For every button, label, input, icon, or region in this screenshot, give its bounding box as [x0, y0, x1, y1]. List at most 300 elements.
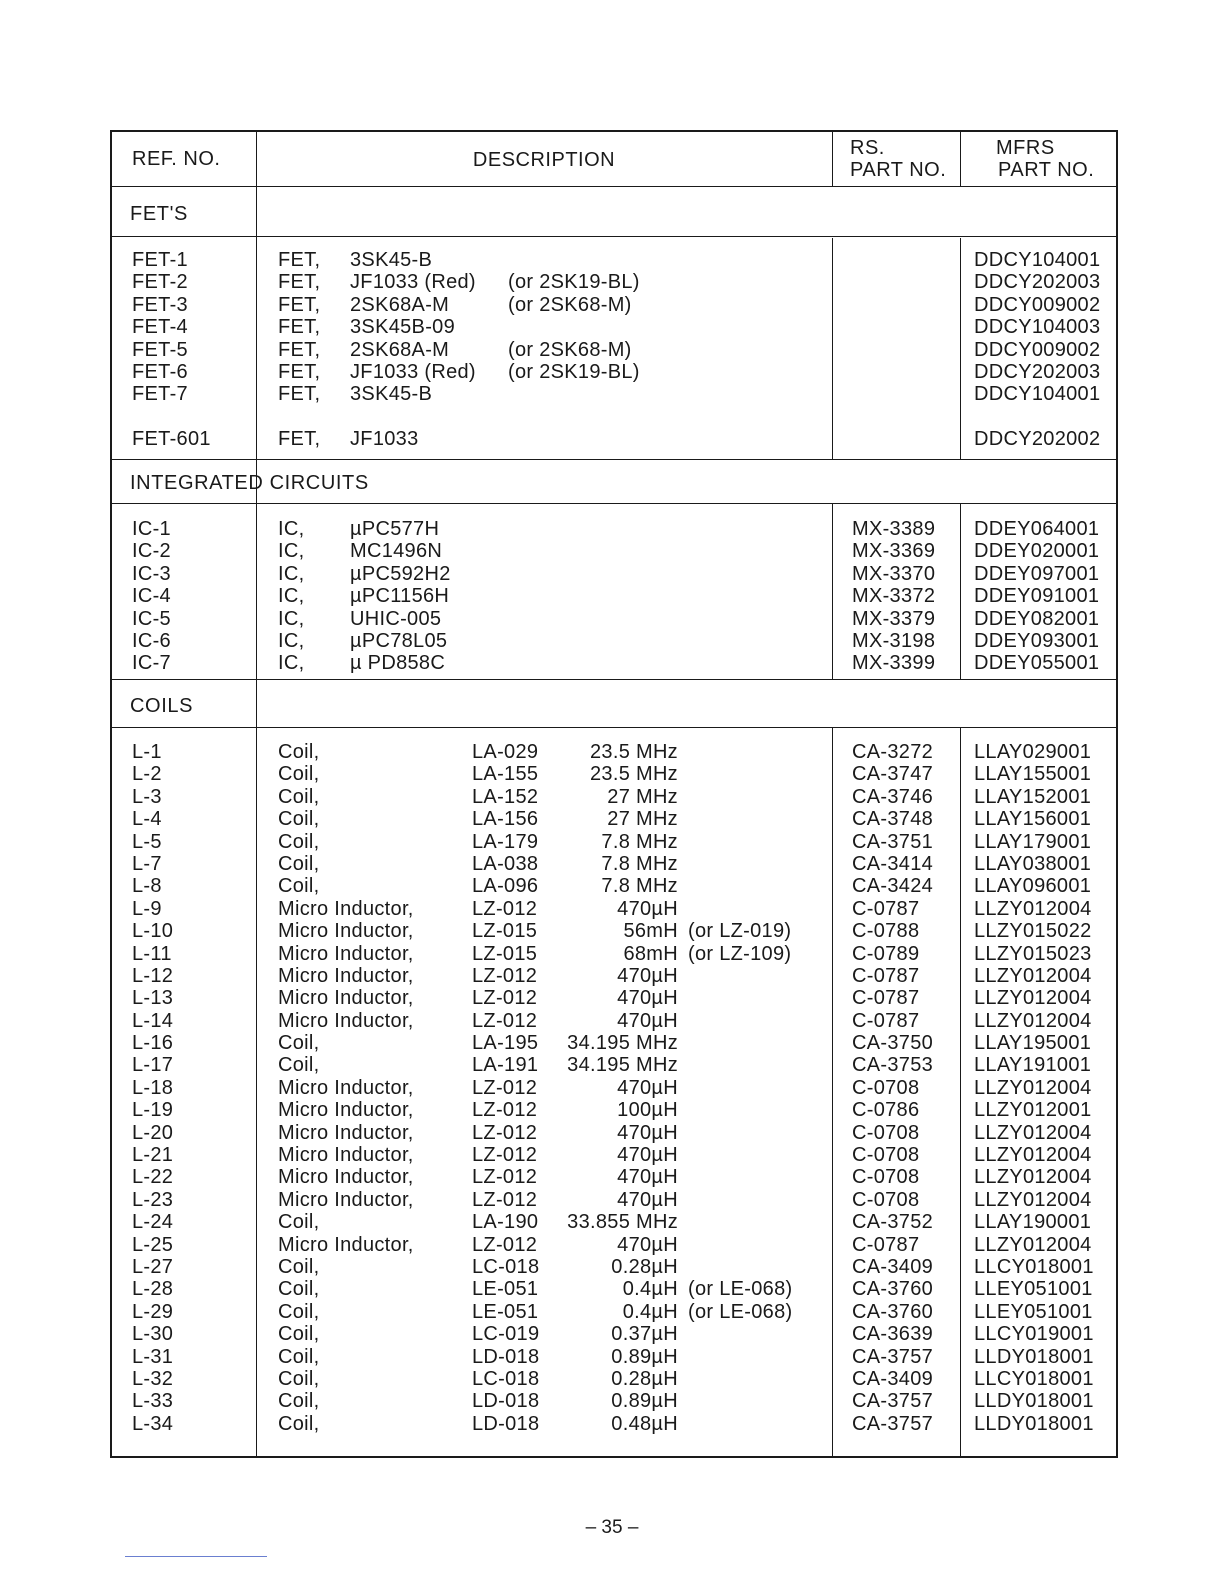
part-number: LA-029 [472, 741, 539, 763]
part-type: FET, [278, 338, 321, 361]
table-row [112, 898, 1116, 920]
table-row [112, 965, 1116, 987]
part-number: JF1033 (Red) [350, 360, 476, 383]
mfrs-part-no: LLEY051001 [974, 1300, 1093, 1323]
rs-part-no: CA-3760 [852, 1278, 934, 1301]
rs-part-no: C-0787 [852, 964, 920, 987]
part-type: Micro Inductor, [278, 1166, 414, 1189]
header-ref-no: REF. NO. [132, 148, 221, 170]
row-divider [112, 459, 1116, 460]
table-row [112, 1413, 1116, 1435]
alternate-part: (or 2SK19-BL) [508, 360, 640, 383]
mfrs-part-no: LLAY190001 [974, 1211, 1092, 1234]
ref-no: FET-4 [132, 316, 188, 339]
part-type: Micro Inductor, [278, 1188, 414, 1211]
mfrs-part-no: LLZY012004 [974, 897, 1092, 920]
table-row [112, 428, 1116, 450]
table-row [112, 920, 1116, 942]
mfrs-part-no: DDEY091001 [974, 585, 1100, 608]
part-type: FET, [278, 316, 321, 339]
ref-no: L-33 [132, 1390, 174, 1413]
column-divider [832, 132, 833, 186]
part-number: 3SK45B-09 [350, 316, 455, 339]
ref-no: FET-601 [132, 427, 211, 450]
table-row [112, 1234, 1116, 1256]
mfrs-part-no: LLZY012001 [974, 1099, 1092, 1122]
ref-no: IC-6 [132, 629, 171, 652]
rs-part-no: CA-3757 [852, 1390, 934, 1413]
rs-part-no: MX-3198 [852, 629, 936, 652]
table-row [112, 1390, 1116, 1412]
part-type: Micro Inductor, [278, 1121, 414, 1144]
table-row [112, 1054, 1116, 1076]
part-number: LZ-012 [472, 1121, 538, 1144]
part-number: 3SK45-B [350, 383, 433, 406]
part-number: LZ-012 [472, 1188, 538, 1211]
part-value: 0.37µH [611, 1323, 678, 1346]
part-number: µPC78L05 [350, 629, 448, 652]
table-row [112, 652, 1116, 674]
section-title-coils: COILS [130, 695, 194, 717]
part-type: Micro Inductor, [278, 987, 414, 1010]
table-row [112, 763, 1116, 785]
part-value: 470µH [617, 1121, 678, 1144]
rs-part-no: CA-3272 [852, 741, 934, 763]
ref-no: L-7 [132, 852, 162, 875]
part-value: 0.89µH [611, 1390, 678, 1413]
rs-part-no: MX-3399 [852, 652, 936, 675]
part-value: 470µH [617, 1166, 678, 1189]
part-type: FET, [278, 427, 321, 450]
alternate-part: (or LE-068) [688, 1278, 793, 1301]
ic-rows [112, 518, 1116, 675]
mfrs-part-no: LLDY018001 [974, 1345, 1094, 1368]
part-number: UHIC-005 [350, 607, 442, 630]
header-mfrs-line1: MFRS [996, 137, 1055, 159]
ref-no: L-30 [132, 1323, 174, 1346]
part-number: LC-018 [472, 1367, 540, 1390]
ref-no: FET-5 [132, 338, 188, 361]
part-number: JF1033 (Red) [350, 271, 476, 294]
mfrs-part-no: LLZY012004 [974, 1121, 1092, 1144]
part-number: LA-156 [472, 808, 539, 831]
part-type: FET, [278, 293, 321, 316]
part-type: Micro Inductor, [278, 1076, 414, 1099]
part-type: Coil, [278, 1255, 320, 1278]
part-type: Coil, [278, 1345, 320, 1368]
part-value: 7.8 MHz [601, 830, 678, 853]
ref-no: L-25 [132, 1233, 174, 1256]
rs-part-no: CA-3746 [852, 785, 934, 808]
part-value: 7.8 MHz [601, 875, 678, 898]
part-value: 100µH [617, 1099, 678, 1122]
part-value: 33.855 MHz [567, 1211, 678, 1234]
mfrs-part-no: LLEY051001 [974, 1278, 1093, 1301]
table-row [112, 1346, 1116, 1368]
mfrs-part-no: DDEY093001 [974, 629, 1100, 652]
mfrs-part-no: LLCY018001 [974, 1367, 1094, 1390]
table-row [112, 786, 1116, 808]
part-value: 0.28µH [611, 1367, 678, 1390]
ref-no: L-31 [132, 1345, 174, 1368]
part-number: JF1033 [350, 427, 419, 450]
rs-part-no: CA-3753 [852, 1054, 934, 1077]
part-type: Coil, [278, 875, 320, 898]
rs-part-no: MX-3389 [852, 518, 936, 540]
part-value: 470µH [617, 964, 678, 987]
rs-part-no: CA-3424 [852, 875, 934, 898]
ref-no: L-13 [132, 987, 174, 1010]
part-type: Coil, [278, 1278, 320, 1301]
ref-no: L-28 [132, 1278, 174, 1301]
part-number: LA-190 [472, 1211, 539, 1234]
table-row [112, 1189, 1116, 1211]
mfrs-part-no: LLZY012004 [974, 1009, 1092, 1032]
table-row [112, 518, 1116, 540]
mfrs-part-no: LLZY012004 [974, 1076, 1092, 1099]
rs-part-no: C-0789 [852, 942, 920, 965]
part-number: LD-018 [472, 1412, 540, 1435]
ref-no: L-10 [132, 920, 174, 943]
table-row [112, 1166, 1116, 1188]
rs-part-no: CA-3757 [852, 1412, 934, 1435]
rs-part-no: MX-3370 [852, 562, 936, 585]
ref-no: L-3 [132, 785, 162, 808]
rs-part-no: C-0786 [852, 1099, 920, 1122]
part-value: 23.5 MHz [590, 741, 678, 763]
header-mfrs-part-no [996, 137, 1094, 181]
ref-no: L-8 [132, 875, 162, 898]
part-value: 23.5 MHz [590, 763, 678, 786]
part-number: LZ-012 [472, 1144, 538, 1167]
mfrs-part-no: LLDY018001 [974, 1390, 1094, 1413]
table-row [112, 1211, 1116, 1233]
part-number: µ PD858C [350, 652, 446, 675]
table-row [112, 741, 1116, 763]
table-row [112, 1032, 1116, 1054]
part-value: 34.195 MHz [567, 1054, 678, 1077]
alternate-part: (or LE-068) [688, 1300, 793, 1323]
part-number: LE-051 [472, 1278, 539, 1301]
column-divider [960, 132, 961, 186]
part-number: LC-018 [472, 1255, 540, 1278]
part-value: 470µH [617, 1233, 678, 1256]
ref-no: L-18 [132, 1076, 174, 1099]
rs-part-no: C-0708 [852, 1166, 920, 1189]
table-row [112, 808, 1116, 830]
mfrs-part-no: LLAY038001 [974, 852, 1092, 875]
ref-no: L-32 [132, 1367, 174, 1390]
part-number: µPC577H [350, 518, 440, 540]
part-type: Coil, [278, 1323, 320, 1346]
part-value: 470µH [617, 1144, 678, 1167]
part-number: LD-018 [472, 1390, 540, 1413]
part-type: Micro Inductor, [278, 1144, 414, 1167]
table-row [112, 1144, 1116, 1166]
mfrs-part-no: DDCY202002 [974, 427, 1101, 450]
rs-part-no: C-0787 [852, 1233, 920, 1256]
part-type: IC, [278, 518, 305, 540]
part-number: MC1496N [350, 540, 443, 563]
ref-no: L-23 [132, 1188, 174, 1211]
ref-no: L-14 [132, 1009, 174, 1032]
mfrs-part-no: LLZY012004 [974, 987, 1092, 1010]
rs-part-no: CA-3760 [852, 1300, 934, 1323]
part-value: 470µH [617, 1188, 678, 1211]
header-mfrs-line2: PART NO. [998, 159, 1095, 181]
part-number: µPC1156H [350, 585, 450, 608]
mfrs-part-no: DDCY104001 [974, 383, 1101, 406]
ref-no: L-22 [132, 1166, 174, 1189]
mfrs-part-no: LLZY012004 [974, 964, 1092, 987]
part-value: 56mH [623, 920, 678, 943]
alternate-part: (or 2SK19-BL) [508, 271, 640, 294]
part-value: 68mH [623, 942, 678, 965]
part-value: 0.28µH [611, 1255, 678, 1278]
part-type: IC, [278, 540, 305, 563]
mfrs-part-no: DDEY082001 [974, 607, 1100, 630]
part-type: Coil, [278, 852, 320, 875]
rs-part-no: MX-3379 [852, 607, 936, 630]
part-type: Coil, [278, 785, 320, 808]
header-rs-line1: RS. [850, 137, 885, 159]
part-value: 27 MHz [607, 785, 678, 808]
row-divider [112, 186, 1116, 187]
ref-no: L-12 [132, 964, 174, 987]
fet-rows [112, 249, 1116, 450]
rs-part-no: C-0708 [852, 1076, 920, 1099]
part-number: µPC592H2 [350, 562, 451, 585]
mfrs-part-no: LLDY018001 [974, 1412, 1094, 1435]
part-type: Micro Inductor, [278, 920, 414, 943]
rs-part-no: MX-3372 [852, 585, 936, 608]
part-number: LA-191 [472, 1054, 539, 1077]
ref-no: IC-4 [132, 585, 171, 608]
part-type: Micro Inductor, [278, 942, 414, 965]
ref-no: FET-6 [132, 360, 188, 383]
ref-no: FET-7 [132, 383, 188, 406]
mfrs-part-no: LLZY015023 [974, 942, 1092, 965]
part-number: LZ-012 [472, 1233, 538, 1256]
part-type: Coil, [278, 1211, 320, 1234]
table-row [112, 831, 1116, 853]
rs-part-no: CA-3414 [852, 852, 934, 875]
part-type: FET, [278, 360, 321, 383]
part-type: Micro Inductor, [278, 897, 414, 920]
part-type: Micro Inductor, [278, 1009, 414, 1032]
table-row [112, 383, 1116, 405]
alternate-part: (or LZ-019) [688, 920, 792, 943]
ref-no: L-17 [132, 1054, 174, 1077]
table-row [112, 875, 1116, 897]
table-row [112, 361, 1116, 383]
part-number: LA-096 [472, 875, 539, 898]
part-type: Coil, [278, 830, 320, 853]
ref-no: L-9 [132, 897, 162, 920]
table-row [112, 316, 1116, 338]
part-number: 2SK68A-M [350, 338, 450, 361]
part-number: LA-155 [472, 763, 539, 786]
rs-part-no: MX-3369 [852, 540, 936, 563]
alternate-part: (or LZ-109) [688, 942, 792, 965]
table-row [112, 540, 1116, 562]
ref-no: IC-2 [132, 540, 171, 563]
part-type: IC, [278, 607, 305, 630]
ref-no: IC-1 [132, 518, 171, 540]
mfrs-part-no: DDCY104001 [974, 249, 1101, 271]
section-title-ics: INTEGRATED CIRCUITS [130, 472, 369, 494]
mfrs-part-no: LLCY018001 [974, 1255, 1094, 1278]
part-type: IC, [278, 562, 305, 585]
part-number: 3SK45-B [350, 249, 433, 271]
part-number: LD-018 [472, 1345, 540, 1368]
table-row [112, 853, 1116, 875]
part-number: LA-152 [472, 785, 539, 808]
row-divider [112, 236, 1116, 237]
mfrs-part-no: LLZY012004 [974, 1144, 1092, 1167]
table-row [112, 943, 1116, 965]
mfrs-part-no: DDEY097001 [974, 562, 1100, 585]
mfrs-part-no: LLAY096001 [974, 875, 1092, 898]
rs-part-no: C-0788 [852, 920, 920, 943]
mfrs-part-no: DDCY104003 [974, 316, 1101, 339]
ref-no: L-2 [132, 763, 162, 786]
part-value: 470µH [617, 1009, 678, 1032]
part-number: LE-051 [472, 1300, 539, 1323]
table-row [112, 1278, 1116, 1300]
mfrs-part-no: LLAY152001 [974, 785, 1092, 808]
table-row [112, 1010, 1116, 1032]
table-row [112, 608, 1116, 630]
ref-no: L-34 [132, 1412, 174, 1435]
part-number: LA-195 [472, 1032, 539, 1055]
ref-no: FET-2 [132, 271, 188, 294]
part-value: 470µH [617, 897, 678, 920]
part-number: LZ-012 [472, 897, 538, 920]
table-row [112, 1368, 1116, 1390]
ref-no: L-19 [132, 1099, 174, 1122]
ref-no: IC-5 [132, 607, 171, 630]
rs-part-no: CA-3748 [852, 808, 934, 831]
ref-no: FET-1 [132, 249, 188, 271]
part-type: Coil, [278, 1412, 320, 1435]
header-rs-part-no [850, 137, 946, 181]
table-row [112, 563, 1116, 585]
mfrs-part-no: DDEY055001 [974, 652, 1100, 675]
mfrs-part-no: LLAY155001 [974, 763, 1092, 786]
part-value: 34.195 MHz [567, 1032, 678, 1055]
rs-part-no: C-0708 [852, 1121, 920, 1144]
mfrs-part-no: LLAY029001 [974, 741, 1092, 763]
part-type: Micro Inductor, [278, 964, 414, 987]
rs-part-no: CA-3409 [852, 1255, 934, 1278]
header-description: DESCRIPTION [472, 149, 616, 171]
table-row [112, 1122, 1116, 1144]
part-type: Micro Inductor, [278, 1233, 414, 1256]
footer-rule [125, 1556, 267, 1557]
rs-part-no: CA-3757 [852, 1345, 934, 1368]
mfrs-part-no: LLZY012004 [974, 1233, 1092, 1256]
part-number: LZ-012 [472, 964, 538, 987]
parts-list-table [110, 130, 1118, 1458]
part-value: 470µH [617, 987, 678, 1010]
table-row [112, 271, 1116, 293]
table-row [112, 987, 1116, 1009]
rs-part-no: C-0708 [852, 1144, 920, 1167]
part-type: Coil, [278, 1300, 320, 1323]
table-row [112, 1099, 1116, 1121]
part-type: Coil, [278, 808, 320, 831]
row-divider [112, 727, 1116, 728]
mfrs-part-no: DDEY064001 [974, 518, 1100, 540]
mfrs-part-no: DDEY020001 [974, 540, 1100, 563]
part-type: IC, [278, 585, 305, 608]
part-value: 0.4µH [622, 1300, 678, 1323]
ref-no: L-1 [132, 741, 162, 763]
part-type: Coil, [278, 1390, 320, 1413]
part-number: LA-179 [472, 830, 539, 853]
part-value: 470µH [617, 1076, 678, 1099]
ref-no: L-11 [132, 942, 172, 965]
rs-part-no: CA-3752 [852, 1211, 934, 1234]
table-row [112, 1256, 1116, 1278]
mfrs-part-no: LLCY019001 [974, 1323, 1094, 1346]
page-number: – 35 – [585, 1517, 639, 1538]
part-type: Coil, [278, 1367, 320, 1390]
part-number: LZ-015 [472, 920, 538, 943]
table-row [112, 1301, 1116, 1323]
part-value: 7.8 MHz [601, 852, 678, 875]
part-type: IC, [278, 629, 305, 652]
ref-no: L-21 [132, 1144, 174, 1167]
table-row [112, 1077, 1116, 1099]
rs-part-no: C-0708 [852, 1188, 920, 1211]
mfrs-part-no: LLAY195001 [974, 1032, 1092, 1055]
table-row [112, 630, 1116, 652]
mfrs-part-no: LLAY156001 [974, 808, 1092, 831]
row-divider [112, 503, 1116, 504]
part-number: LZ-012 [472, 1099, 538, 1122]
part-number: LZ-012 [472, 987, 538, 1010]
ref-no: FET-3 [132, 293, 188, 316]
ref-no: L-20 [132, 1121, 174, 1144]
part-type: Micro Inductor, [278, 1099, 414, 1122]
part-number: LZ-012 [472, 1009, 538, 1032]
rs-part-no: C-0787 [852, 987, 920, 1010]
part-type: FET, [278, 249, 321, 271]
header-rs-line2: PART NO. [850, 159, 947, 181]
table-row [112, 294, 1116, 316]
part-number: LA-038 [472, 852, 539, 875]
table-row [112, 249, 1116, 271]
rs-part-no: CA-3751 [852, 830, 934, 853]
rs-part-no: C-0787 [852, 1009, 920, 1032]
mfrs-part-no: LLAY191001 [974, 1054, 1092, 1077]
part-number: LZ-015 [472, 942, 538, 965]
mfrs-part-no: DDCY202003 [974, 271, 1101, 294]
ref-no: IC-7 [132, 652, 171, 675]
part-value: 0.89µH [611, 1345, 678, 1368]
part-type: Coil, [278, 1032, 320, 1055]
ref-no: L-16 [132, 1032, 174, 1055]
part-value: 0.4µH [622, 1278, 678, 1301]
table-row [112, 339, 1116, 361]
ref-no: IC-3 [132, 562, 171, 585]
ref-no: L-4 [132, 808, 162, 831]
mfrs-part-no: LLAY179001 [974, 830, 1092, 853]
part-type: Coil, [278, 741, 320, 763]
rs-part-no: CA-3747 [852, 763, 934, 786]
